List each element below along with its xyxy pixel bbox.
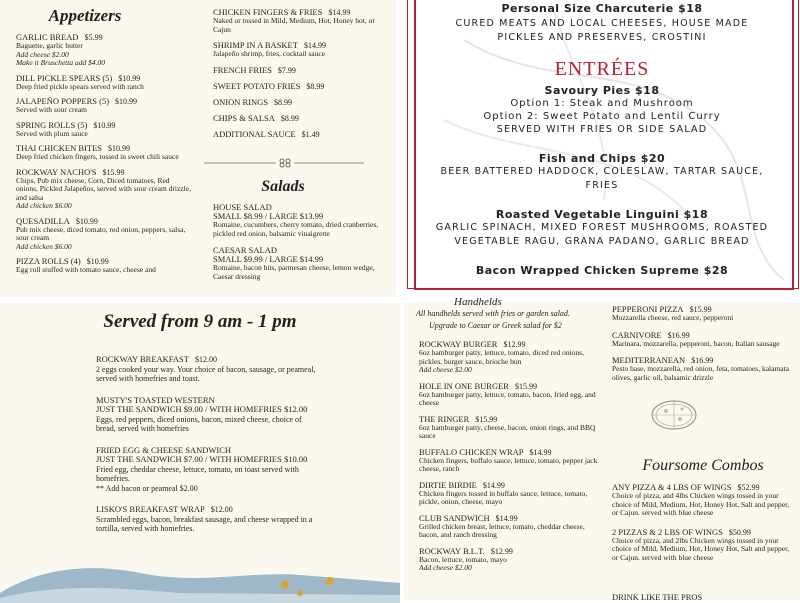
handheld-item	[419, 340, 599, 375]
item-price: $15.99	[475, 414, 498, 424]
item-price: $10.99	[86, 257, 109, 266]
entrees-heading: ENTRÉES	[554, 58, 650, 80]
item-price: $16.99	[691, 356, 714, 365]
item-name: LISKO'S BREAKFAST WRAP	[96, 504, 205, 514]
appetizer-item	[16, 74, 192, 92]
appetizer-item	[16, 33, 192, 68]
item-description: Eggs, red peppers, diced onions, bacon, mixed cheese, choice of bread, served with homefries	[96, 414, 302, 433]
item-description: Egg roll stuffed with tomato sauce, cheese and	[16, 265, 156, 274]
item-price: $8.99	[274, 97, 293, 107]
item-name: ONION RINGS	[213, 96, 269, 107]
item-name: HOLE IN ONE BURGER	[419, 380, 509, 391]
item-name: MEDITERRANEAN	[612, 355, 686, 365]
item-description: Baguette, garlic butter	[16, 41, 83, 50]
item-description: Choice of pizza, and 4lbs Chicken wings tossed in your choice of Mild, Medium, Hot, Honey Hot, Salt and pepper, or Cajun. served with blue cheese	[612, 491, 790, 517]
side-item	[213, 8, 383, 34]
item-name: ROCKWAY NACHO'S	[16, 166, 97, 177]
breakfast-item	[96, 446, 316, 494]
item-description: Jalapeño shrimp, fries, cocktail sauce	[213, 49, 326, 58]
entree-description: SERVED WITH FRIES OR SIDE SALAD	[496, 124, 708, 135]
item-name: QUESADILLA	[16, 215, 70, 226]
handhelds-list	[419, 340, 599, 580]
appetizers-left-column	[16, 33, 192, 281]
item-price: $10.99	[118, 73, 141, 83]
item-price: $14.99	[495, 513, 518, 523]
item-price: $12.99	[503, 340, 526, 349]
handheld-item	[419, 547, 599, 573]
item-price: $8.99	[280, 113, 299, 123]
breakfast-panel	[0, 303, 400, 600]
item-name: ROCKWAY B.L.T.	[419, 545, 485, 556]
item-name: FRIED EGG & CHEESE SANDWICH	[96, 444, 232, 455]
entree-title: Roasted Vegetable Linguini $18	[495, 208, 709, 221]
item-description: Served with plum sauce	[16, 128, 88, 138]
item-price: $10.99	[115, 97, 138, 106]
appetizer-item	[16, 257, 192, 275]
breakfast-list	[96, 355, 316, 546]
item-description: 6oz hamburger patty, lettuce, tomato, diced red onions, pickles, burger sauce, brioche bun	[419, 348, 584, 366]
item-name: 2 PIZZAS & 2 LBS OF WINGS	[612, 526, 723, 537]
item-extra: Add cheese $2.00	[16, 49, 69, 59]
item-extra: Add cheese $2.00	[419, 563, 472, 572]
item-description: Naked or tossed in Mild, Medium, Hot, Honey hot, or Cajun	[213, 16, 375, 34]
item-extra: Add chicken $6.00	[16, 241, 72, 251]
item-price: $12.99	[490, 546, 513, 556]
combo-list	[612, 483, 794, 572]
appetizer-item	[16, 121, 192, 139]
item-name: ROCKWAY BREAKFAST	[96, 354, 189, 364]
entree-title: Fish and Chips $20	[538, 152, 666, 165]
pizza-item	[612, 331, 794, 349]
item-description: Served with sour cream	[16, 105, 88, 114]
item-name: THAI CHICKEN BITES	[16, 143, 102, 153]
ornament-divider	[204, 158, 364, 170]
item-extra: Add cheese $2.00	[419, 365, 472, 374]
side-item	[213, 82, 383, 91]
item-description: Marinara, mozzarella, pepperoni, bacon, Italian sausage	[612, 338, 780, 348]
salads-title: Salads	[261, 178, 305, 195]
entrees-panel	[404, 0, 800, 297]
appetizer-item	[16, 144, 192, 162]
combo-item	[612, 528, 794, 563]
appetizers-right-column	[213, 8, 383, 146]
handhelds-note-1: All handhelds served with fries or garden salad.	[416, 309, 570, 318]
item-description: Pesto base, mozzarella, red onion, feta, tomatoes, kalamata olives, garlic oil, balsamic drizzle	[612, 364, 790, 382]
item-options: JUST THE SANDWICH $7.00 / WITH HOMEFRIES $10.00	[96, 454, 308, 464]
item-price: $14.99	[482, 480, 505, 490]
appetizer-item	[16, 168, 192, 211]
item-name: ADDITIONAL SAUCE	[213, 128, 296, 139]
combos-title: Foursome Combos	[642, 457, 764, 474]
side-item	[213, 98, 383, 107]
pizza-item	[612, 305, 794, 323]
charcuterie-item	[434, 2, 770, 45]
entree-title: Bacon Wrapped Chicken Supreme $28	[475, 264, 729, 277]
item-description: Bacon, lettuce, tomato, mayo	[419, 554, 507, 564]
item-price: $16.99	[667, 330, 690, 340]
pizza-illustration	[650, 399, 698, 431]
item-name: CARNIVORE	[612, 329, 662, 340]
handhelds-panel	[404, 296, 800, 602]
side-item	[213, 66, 383, 75]
item-name: DILL PICKLE SPEARS (5)	[16, 72, 113, 83]
breakfast-title: Served from 9 am - 1 pm	[103, 311, 297, 332]
item-price: $5.99	[84, 33, 103, 42]
appetizers-title: Appetizers	[48, 6, 122, 25]
divider-line	[204, 158, 364, 168]
item-description: Choice of pizza, and 2lbs Chicken wings tossed in your choice of Mild, Medium, Hot, Honey Hot, Salt and pepper, or Cajun. served with blue cheese	[612, 535, 790, 562]
appetizer-item	[16, 217, 192, 252]
item-name: JALAPEÑO POPPERS (5)	[16, 96, 110, 106]
item-price: $14.99	[328, 8, 351, 17]
item-description: Pub mix cheese, diced tomato, red onion, peppers, salsa, sour cream	[16, 224, 186, 242]
item-name: CHICKEN FINGERS & FRIES	[213, 7, 323, 17]
item-name: BUFFALO CHICKEN WRAP	[419, 446, 524, 457]
item-heading	[213, 66, 383, 75]
entree-item	[434, 208, 770, 249]
item-name: SHRIMP IN A BASKET	[213, 40, 298, 50]
entree-description: GARLIC SPINACH, MIXED FOREST MUSHROOMS, ROASTED VEGETABLE RAGU, GRANA PADANO, GARLIC BREAD	[435, 222, 769, 247]
item-price: $12.00	[194, 355, 217, 364]
item-heading	[213, 82, 383, 91]
item-price: $10.99	[75, 216, 98, 226]
item-name: SPRING ROLLS (5)	[16, 119, 88, 130]
entree-option: Option 2: Sweet Potato and Lentil Curry	[483, 111, 721, 122]
combos-footer: DRINK LIKE THE PROS	[612, 592, 703, 602]
combo-item	[612, 483, 794, 518]
item-price: $50.99	[728, 527, 751, 537]
item-price: $14.99	[303, 41, 326, 50]
handheld-item	[419, 415, 599, 441]
item-extra: Add chicken $6.00	[16, 201, 72, 210]
item-name: ROCKWAY BURGER	[419, 339, 498, 349]
entree-title: Savoury Pies $18	[544, 84, 660, 97]
item-description: Grilled chicken breast, lettuce, tomato, cheddar cheese, bacon, and ranch dressing	[419, 521, 585, 539]
item-description: Chicken fingers tossed in buffalo sauce, lettuce, tomato, pickle, onion, cheese, mayo	[419, 488, 588, 506]
item-description: Mozzarella cheese, red sauce, pepperoni	[612, 313, 734, 322]
item-extra: ** Add bacon or peameal $2.00	[96, 483, 198, 493]
item-name: HOUSE SALAD	[213, 202, 272, 212]
item-name: DIRTIE BIRDIE	[419, 479, 477, 490]
item-description: Scrambled eggs, bacon, breakfast sausage, and cheese wrapped in a tortilla, served with homefries.	[96, 514, 313, 533]
hills-illustration	[0, 563, 400, 603]
item-price: $10.99	[107, 144, 130, 153]
appetizer-item	[16, 97, 192, 115]
item-name: SWEET POTATO FRIES	[213, 80, 301, 91]
item-heading	[213, 114, 383, 123]
item-name: GARLIC BREAD	[16, 32, 79, 42]
side-item	[213, 130, 383, 139]
salad-item	[213, 246, 391, 281]
item-name: THE RINGER	[419, 413, 470, 424]
entree-item	[434, 84, 770, 137]
side-item	[213, 41, 383, 59]
item-options: JUST THE SANDWICH $9.00 / WITH HOMEFRIES $12.00	[96, 404, 308, 414]
item-description: 6oz hamburger patty, lettuce, tomato, bacon, fried egg, and cheese	[419, 389, 596, 407]
handhelds-title: Handhelds	[454, 296, 502, 308]
item-name: PIZZA ROLLS (4)	[16, 256, 81, 266]
item-price: $14.99	[529, 447, 552, 457]
item-description: Chicken fingers, buffalo sauce, lettuce, tomato, pepper jack cheese, ranch	[419, 455, 598, 473]
item-price: $1.49	[301, 129, 320, 139]
handheld-item	[419, 448, 599, 474]
item-price: $52.99	[737, 483, 760, 492]
item-price: $12.00	[210, 505, 233, 514]
item-description: Deep fried chicken fingers, tossed in sweet chili sauce	[16, 152, 179, 161]
breakfast-item	[96, 505, 316, 534]
item-heading	[96, 505, 316, 515]
item-description: Romaine, cucumbers, cherry tomato, dried cranberries, pickled red onion, balsamic vinaigrette	[213, 220, 379, 238]
item-heading	[213, 98, 383, 107]
item-price: $15.99	[514, 381, 537, 391]
item-price: $10.99	[93, 120, 116, 130]
item-description: Chips, Pub mix cheese, Corn, Diced tomatoes, Red onions, Pickled Jalapeños, served with sour cream drizzle, and salsa	[16, 175, 191, 202]
entree-item	[434, 264, 770, 277]
item-price: $7.99	[277, 65, 296, 75]
item-description: Romaine, bacon bits, parmesan cheese, lemon wedge, Caesar dressing	[213, 263, 375, 281]
pizza-list	[612, 305, 794, 390]
salad-item	[213, 203, 391, 238]
item-name: FRENCH FRIES	[213, 64, 272, 75]
item-description: Fried egg, cheddar cheese, lettuce, tomato, on toast served with homefries.	[96, 464, 299, 483]
item-sizes: SMALL $8.99 / LARGE $13.99	[213, 211, 324, 221]
handheld-item	[419, 382, 599, 408]
salads-list	[213, 203, 391, 289]
item-price: $8.99	[306, 81, 325, 91]
handheld-item	[419, 481, 599, 507]
item-name: PEPPERONI PIZZA	[612, 304, 684, 314]
charcuterie-title: Personal Size Charcuterie $18	[501, 2, 703, 15]
item-heading	[96, 355, 316, 365]
breakfast-item	[96, 396, 316, 434]
item-price: $15.99	[689, 305, 712, 314]
item-description: Deep fried pickle spears served with ranch	[16, 81, 144, 91]
handheld-item	[419, 514, 599, 540]
item-name: CAESAR SALAD	[213, 245, 277, 255]
item-extra: Make it Bruschetta add $4.00	[16, 58, 105, 67]
charcuterie-desc: CURED MEATS AND LOCAL CHEESES, HOUSE MADE PICKLES AND PRESERVES, CROSTINI	[455, 18, 749, 43]
entree-description: BEER BATTERED HADDOCK, COLESLAW, TARTAR SAUCE, FRIES	[440, 166, 764, 191]
item-name: MUSTY'S TOASTED WESTERN	[96, 394, 215, 405]
item-name: CHIPS & SALSA	[213, 112, 275, 123]
item-sizes: SMALL $9.99 / LARGE $14.99	[213, 254, 324, 264]
appetizers-panel	[0, 0, 396, 297]
handhelds-note-2: Upgrade to Caesar or Greek salad for $2	[429, 321, 562, 330]
item-description: 6oz hamburger patty, cheese, bacon, onion rings, and BBQ sauce	[419, 422, 596, 440]
item-name: ANY PIZZA & 4 LBS OF WINGS	[612, 482, 732, 492]
entrees-list	[434, 84, 770, 292]
entree-option: Option 1: Steak and Mushroom	[510, 98, 694, 109]
pizza-item	[612, 356, 794, 382]
item-heading	[213, 130, 383, 139]
breakfast-item	[96, 355, 316, 384]
side-item	[213, 114, 383, 123]
item-price: $15.99	[102, 167, 125, 177]
entree-item	[434, 152, 770, 193]
item-name: CLUB SANDWICH	[419, 512, 490, 523]
item-description: 2 eggs cooked your way. Your choice of bacon, sausage, or peameal, served with homefries and toast.	[96, 364, 316, 383]
